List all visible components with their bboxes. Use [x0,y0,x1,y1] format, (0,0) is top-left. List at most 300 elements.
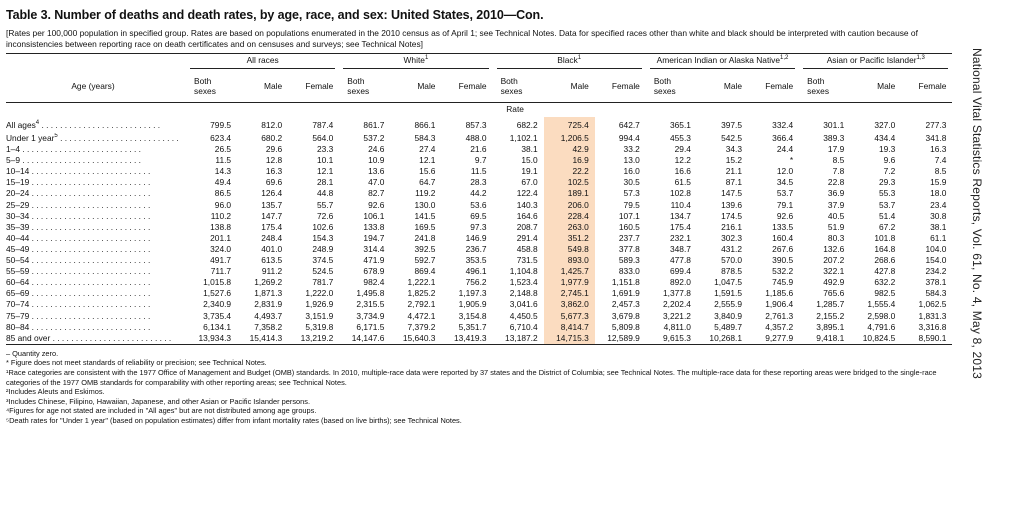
age-group-label: 75–79 . . . . . . . . . . . . . . . . . . . . . . . . . . [6,310,151,321]
rate-cell: 28.3 [470,177,487,188]
rate-cell: 110.2 [210,210,232,221]
rate-cell: 4,493.7 [254,310,283,321]
rate-cell: 13,187.2 [505,332,538,343]
rate-cell: 34.3 [725,144,743,155]
rate-cell: 147.5 [721,188,743,199]
age-group-label: 15–19 . . . . . . . . . . . . . . . . . . . . . . . . . . [6,177,151,188]
age-group-label: 10–14 . . . . . . . . . . . . . . . . . . . . . . . . . . [6,166,151,177]
rate-cell: 1,527.6 [203,288,232,299]
rate-cell: 139.6 [721,199,743,210]
rate-cell: 812.0 [261,120,283,130]
rate-cell: 53.7 [879,199,896,210]
rate-cell: 366.4 [772,133,794,143]
rate-cell: 17.9 [827,144,845,155]
group-label: Black$^1$ [497,55,642,69]
rate-cell: 38.1 [930,221,947,232]
rate-cell: 201.1 [210,232,232,243]
rate-cell: 51.4 [879,210,896,221]
rate-cell: 374.5 [312,255,334,266]
rate-cell: 291.4 [516,232,538,243]
rate-cell: 107.1 [618,210,640,221]
rate-cell: 431.2 [721,243,743,254]
rate-cell: 314.4 [363,243,385,254]
rate-cell: 682.2 [516,120,538,130]
table-row [6,333,952,345]
footnote-marker: 1,3 [916,55,925,62]
rate-cell: 207.2 [823,255,845,266]
rate-cell: 1,047.5 [714,277,743,288]
rate-cell: 491.7 [210,255,232,266]
rate-cell: 160.4 [772,232,794,243]
rate-cell: 79.1 [776,199,794,210]
both-sexes-header: Both sexes [347,76,370,96]
rate-cell: 10,824.5 [862,332,896,343]
male-header: Male [570,81,589,91]
rate-cell: 1,222.1 [407,277,436,288]
rate-cell: 5,677.3 [544,311,595,322]
rate-cell: 377.8 [618,243,640,254]
rate-cell: 21.1 [725,166,743,177]
rate-cell: 2,598.0 [867,310,896,321]
footnote: ⁴Figures for age not stated are included in "All ages" but are not distributed among age groups. [6,406,317,416]
footnote: * Figure does not meet standards of reliability or precision; see Technical Notes. [6,358,267,368]
rate-cell: 15.2 [725,155,743,166]
rate-cell: 1,926.9 [305,299,334,310]
rate-cell: 1,285.7 [816,299,845,310]
age-group-label: 45–49 . . . . . . . . . . . . . . . . . . . . . . . . . . [6,243,151,254]
rate-cell: 4,791.6 [867,321,896,332]
rate-cell: 642.7 [618,120,640,130]
rate-cell: 67.2 [879,221,896,232]
rate-cell: 132.6 [823,243,845,254]
rate-cell: 206.0 [544,200,595,211]
rate-cell: 16.3 [265,166,283,177]
rate-cell: 11.5 [470,166,487,177]
rate-cell: 119.2 [415,188,436,199]
rate-cell: 154.3 [312,232,334,243]
rate-cell: 138.8 [210,221,232,232]
rate-cell: 146.9 [465,232,487,243]
rate-cell: 122.4 [516,188,538,199]
rate-cell: 14,147.6 [351,332,385,343]
rate-cell: 1,523.4 [509,277,538,288]
rate-cell: 14,715.3 [544,333,595,345]
rate-cell: 15.6 [419,166,436,177]
rate-cell: 133.5 [772,221,794,232]
rate-cell: 3,154.8 [458,310,487,321]
both-sexes-header: Both sexes [653,76,676,96]
document-page [6,8,952,426]
rate-cell: 1,222.0 [305,288,334,299]
rate-cell: 1,495.8 [356,288,385,299]
rate-cell: 277.3 [925,120,947,130]
rate-cell: 833.0 [618,266,640,277]
rate-cell: 492.9 [823,277,845,288]
rate-cell: 87.1 [725,177,743,188]
rate-cell: 55.3 [879,188,896,199]
rate-cell: 4,472.1 [407,310,436,321]
rate-cell: 302.3 [721,232,743,243]
rate-cell: 24.6 [368,144,385,155]
rate-cell: 18.0 [930,188,947,199]
rate-cell: 16.3 [930,144,947,155]
rate-cell: 982.5 [874,288,896,299]
rate-cell: 248.9 [312,243,334,254]
rate-cell: 160.5 [618,221,640,232]
rate-cell: 82.7 [368,188,385,199]
age-group-label: 60–64 . . . . . . . . . . . . . . . . . . . . . . . . . . [6,277,151,288]
rate-cell: 2,555.9 [714,299,743,310]
rate-cell: 13.6 [368,166,385,177]
rate-cell: 711.7 [210,266,232,277]
rate-cell: 678.9 [363,266,385,277]
sex-header-row [6,70,952,103]
rate-cell: 348.7 [669,243,691,254]
rate-cell: 332.4 [772,120,794,130]
rate-cell: 47.0 [368,177,385,188]
rate-cell: 3,041.6 [509,299,538,310]
age-column-header: Age (years) [71,81,115,91]
rate-cell: 175.4 [669,221,691,232]
age-group-label: 25–29 . . . . . . . . . . . . . . . . . . . . . . . . . . [6,199,151,210]
footnote: ³Includes Chinese, Filipino, Hawaiian, Japanese, and other Asian or Pacific Islander persons. [6,396,311,406]
group-header-all-races [186,54,339,71]
rate-cell: 866.1 [414,120,436,130]
rate-cell: 680.2 [261,133,283,143]
rate-cell: 911.2 [261,266,283,277]
table-row [6,177,952,188]
rate-cell: 1,015.8 [203,277,232,288]
rate-cell: 2,457.3 [611,299,640,310]
rate-cell: 1,062.5 [918,299,947,310]
table-row [6,244,952,255]
rate-cell: 532.2 [772,266,794,277]
rate-cell: 322.1 [823,266,845,277]
rate-cell: 216.1 [721,221,743,232]
rate-cell: 324.0 [210,243,232,254]
rate-cell: 365.1 [669,120,691,130]
rate-cell: 427.8 [874,266,896,277]
rate-cell: 1,691.9 [611,288,640,299]
rate-cell: 30.8 [930,210,947,221]
rate-cell: 228.4 [544,211,595,222]
rate-cell: 1,185.6 [765,288,794,299]
rate-cell: 29.3 [879,177,896,188]
rate-cell: 12.2 [674,155,691,166]
rate-cell: 208.7 [516,221,538,232]
rate-cell: 524.5 [312,266,334,277]
rate-cell: 9,277.9 [765,332,794,343]
rate-cell: 731.5 [516,255,538,266]
rate-cell: 267.6 [772,243,794,254]
rate-cell: 3,862.0 [544,299,595,310]
rate-cell: 2,202.4 [662,299,691,310]
rate-cell: 135.7 [261,199,283,210]
rate-cell: 3,734.9 [356,310,385,321]
rate-cell: 3,840.9 [714,310,743,321]
rate-cell: 378.1 [925,277,947,288]
rate-cell: 102.5 [544,177,595,188]
group-header-asian-pacific [799,54,952,71]
rate-cell: 2,831.9 [254,299,283,310]
male-header: Male [264,81,283,91]
table-row [6,133,952,144]
rate-cell: 542.5 [721,133,743,143]
rate-cell: 623.4 [210,133,232,143]
rate-cell: 1,977.9 [544,277,595,288]
group-label: Asian or Pacific Islander$^{1,3}$ [803,55,948,69]
table-headnote: [Rates per 100,000 population in specified group. Rates are based on populations enumerated in the 2010 census as of April 1; see Technical Notes. Data for specified races other than white and black should be interpreted with caution because of inconsistencies between reporting race on death certificates and on censuses and surveys; see Technical Notes] [6,28,918,49]
rate-cell: 15.0 [521,155,538,166]
table-row [6,144,952,155]
rate-cell: 861.7 [363,120,385,130]
rate-cell: 9,615.3 [662,332,691,343]
rate-cell: 3,679.8 [611,310,640,321]
rate-cell: 5,351.7 [458,321,487,332]
rate-cell: 1,151.8 [611,277,640,288]
rate-cell: 2,148.8 [509,288,538,299]
rate-cell: 14.3 [214,166,232,177]
rate-cell: 6,710.4 [509,321,538,332]
rate-cell: 53.6 [470,199,487,210]
rate-cell: 33.2 [623,144,640,155]
male-header: Male [417,81,436,91]
rate-cell: 8.5 [934,166,947,177]
rate-cell: 1,906.4 [765,299,794,310]
rate-cell: 564.0 [312,133,334,143]
rate-cell: 5,319.8 [305,321,334,332]
age-group-label: 80–84 . . . . . . . . . . . . . . . . . . . . . . . . . . [6,321,151,332]
footnotes [6,349,952,426]
rate-cell: 130.0 [414,199,436,210]
rate-cell: 353.5 [465,255,487,266]
rate-cell: 49.4 [214,177,232,188]
rate-cell: 96.0 [214,199,232,210]
age-group-label: 20–24 . . . . . . . . . . . . . . . . . . . . . . . . . . [6,188,151,199]
rate-cell: 434.4 [874,133,896,143]
rate-cell: 28.1 [316,177,334,188]
rate-cell: 7.2 [883,166,896,177]
rate-cell: 11.5 [215,155,232,166]
table-row [6,211,952,222]
rate-cell: 61.5 [674,177,691,188]
rate-cell: 5,489.7 [714,321,743,332]
rate-cell: 80.3 [827,232,845,243]
rate-cell: 34.5 [776,177,794,188]
rate-cell: 3,895.1 [816,321,845,332]
rate-cell: 390.5 [772,255,794,266]
rate-cell: 26.5 [214,144,232,155]
age-group-label: 50–54 . . . . . . . . . . . . . . . . . . . . . . . . . . [6,255,151,266]
rate-cell: 38.1 [521,144,538,155]
death-rates-table [6,53,952,345]
rate-cell: 154.0 [925,255,947,266]
rate-cell: 110.4 [670,199,691,210]
footnote: – Quantity zero. [6,348,59,358]
rate-cell: 16.9 [544,155,595,166]
rate-cell: 30.5 [623,177,640,188]
rate-cell: 8,414.7 [544,322,595,333]
rate-cell: 4,450.5 [509,310,538,321]
rate-cell: 268.6 [874,255,896,266]
footnote-marker: 1 [577,55,582,62]
footnote-marker: 1,2 [780,55,789,62]
group-label: White$^1$ [343,55,488,69]
rate-cell: 1,102.1 [509,133,538,143]
rate-cell: 351.2 [544,233,595,244]
rate-cell: 72.6 [316,210,334,221]
rate-cell: 2,155.2 [816,310,845,321]
rate-cell: 589.3 [618,255,640,266]
table-row [6,322,952,333]
footnote: ¹Race categories are consistent with the 1977 Office of Management and Budget (OMB) standards. In 2010, multiple-race data were reported by 37 states and the District of Columbia; see Technical Notes. The multiple-race data for these reporting areas were bridged to the single-race categories of the 1977 OMB standards for comparability with other reporting areas; see Technical Notes. [6,367,937,387]
rate-cell: 51.9 [827,221,845,232]
rate-cell: 12.0 [776,166,794,177]
rate-cell: 134.7 [669,210,691,221]
rate-cell: 175.4 [261,221,283,232]
rate-cell: 389.3 [823,133,845,143]
rate-cell: 1,206.5 [544,133,595,144]
rate-cell: 37.9 [827,199,845,210]
group-header-american-indian [646,54,799,71]
rate-cell: 477.8 [669,255,691,266]
group-label: All races [190,55,335,69]
rate-cell: 1,377.8 [662,288,691,299]
age-group-label: 55–59 . . . . . . . . . . . . . . . . . . . . . . . . . . [6,266,151,277]
rate-cell: 397.5 [721,120,743,130]
rate-cell: 1,591.5 [714,288,743,299]
rate-cell: 64.7 [419,177,436,188]
rate-cell: 584.3 [925,288,947,299]
rate-cell: 1,825.2 [407,288,436,299]
rate-cell: 893.0 [544,255,595,266]
rate-cell: 79.5 [623,199,640,210]
both-sexes-header: Both sexes [194,76,216,96]
rate-cell: 29.4 [674,144,691,155]
rate-cell: 3,221.2 [662,310,691,321]
table-row [6,266,952,277]
rate-cell: 496.1 [465,266,487,277]
rate-cell: 1,905.9 [458,299,487,310]
both-sexes-header: Both sexes [807,76,830,96]
rate-cell: 756.2 [465,277,487,288]
rate-cell: 613.5 [261,255,283,266]
rate-cell: 745.9 [772,277,794,288]
table-row [6,117,952,133]
rate-cell: 7.4 [934,155,947,166]
rate-cell: 392.5 [414,243,436,254]
rate-cell: 488.0 [465,133,487,143]
rate-cell: 2,745.1 [544,288,595,299]
rate-cell: 29.6 [265,144,283,155]
rate-cell: 22.8 [827,177,845,188]
rate-cell: 9.6 [883,155,896,166]
footnote: ⁵Death rates for "Under 1 year" (based on population estimates) differ from infant mortality rates (based on live births); see Technical Notes. [6,415,462,425]
rate-cell: 23.4 [930,199,947,210]
rate-cell: 12.1 [419,155,436,166]
rate-cell: 632.2 [874,277,896,288]
age-group-label: 1–4 . . . . . . . . . . . . . . . . . . . . . . . . . . [6,144,141,155]
rate-cell: 301.1 [823,120,845,130]
rate-cell: 3,316.8 [918,321,947,332]
rate-cell: 12.1 [316,166,334,177]
rate-cell: 61.1 [930,232,947,243]
rate-cell: 42.9 [544,144,595,155]
rate-cell: 3,735.4 [203,310,232,321]
rate-cell: 164.8 [874,243,896,254]
rate-cell: 537.2 [363,133,385,143]
rate-cell: 2,315.5 [356,299,385,310]
group-header-white [339,54,492,71]
rate-cell: 102.6 [312,221,334,232]
rate-cell: 781.7 [312,277,334,288]
age-group-label: 40–44 . . . . . . . . . . . . . . . . . . . . . . . . . . [6,232,151,243]
rate-cell: 67.0 [521,177,538,188]
rate-cell: 232.1 [669,232,691,243]
rate-cell: 15.9 [930,177,947,188]
rate-cell: 27.4 [419,144,436,155]
age-group-label: 65–69 . . . . . . . . . . . . . . . . . . . . . . . . . . [6,288,151,299]
rate-cell: 263.0 [544,222,595,233]
rate-cell: 549.8 [544,244,595,255]
male-header: Male [723,81,743,91]
rate-cell: 4,811.0 [663,321,691,332]
rate-cell: 189.1 [544,188,595,199]
rate-cell: 699.4 [669,266,691,277]
rate-cell: 1,871.3 [254,288,283,299]
rate-cell: 570.0 [721,255,743,266]
rate-cell: 55.7 [316,199,334,210]
rate-cell: 21.6 [470,144,487,155]
rate-cell: 1,425.7 [544,266,595,277]
rate-cell: 13,934.3 [198,332,232,343]
rate-cell: 101.8 [874,232,896,243]
rate-cell: 22.2 [544,166,595,177]
rate-cell: 13.0 [623,155,640,166]
rate-cell: * [789,155,794,166]
rate-cell: 5,809.8 [611,321,640,332]
rate-cell: 2,792.1 [407,299,436,310]
rate-cell: 16.6 [674,166,691,177]
rate-cell: 44.2 [470,188,487,199]
rate-cell: 140.3 [516,199,538,210]
group-header-black [493,54,646,71]
rate-cell: 15,414.3 [249,332,283,343]
rate-label: Rate [506,104,524,115]
rate-cell: 237.7 [618,232,640,243]
rate-cell: 869.4 [414,266,436,277]
table-row [6,155,952,166]
rate-cell: 341.8 [925,133,947,143]
rate-cell: 7,379.2 [407,321,436,332]
rate-cell: 7,358.2 [254,321,283,332]
age-group-label: 5–9 . . . . . . . . . . . . . . . . . . . . . . . . . . [6,155,141,166]
rate-cell: 13,419.3 [453,332,487,343]
age-header-spacer [6,54,186,71]
table-row [6,277,952,288]
rate-cell: 24.4 [776,144,794,155]
footnote: ²Includes Aleuts and Eskimos. [6,387,105,397]
rate-cell: 10.9 [368,155,385,166]
rate-cell: 8,590.1 [918,332,947,343]
rate-cell: 36.9 [827,188,845,199]
rate-cell: 3,151.9 [305,310,334,321]
rate-cell: 455.3 [669,133,691,143]
rate-cell: 584.3 [414,133,436,143]
rate-cell: 471.9 [363,255,385,266]
rate-cell: 53.7 [776,188,794,199]
rate-cell: 102.8 [669,188,691,199]
